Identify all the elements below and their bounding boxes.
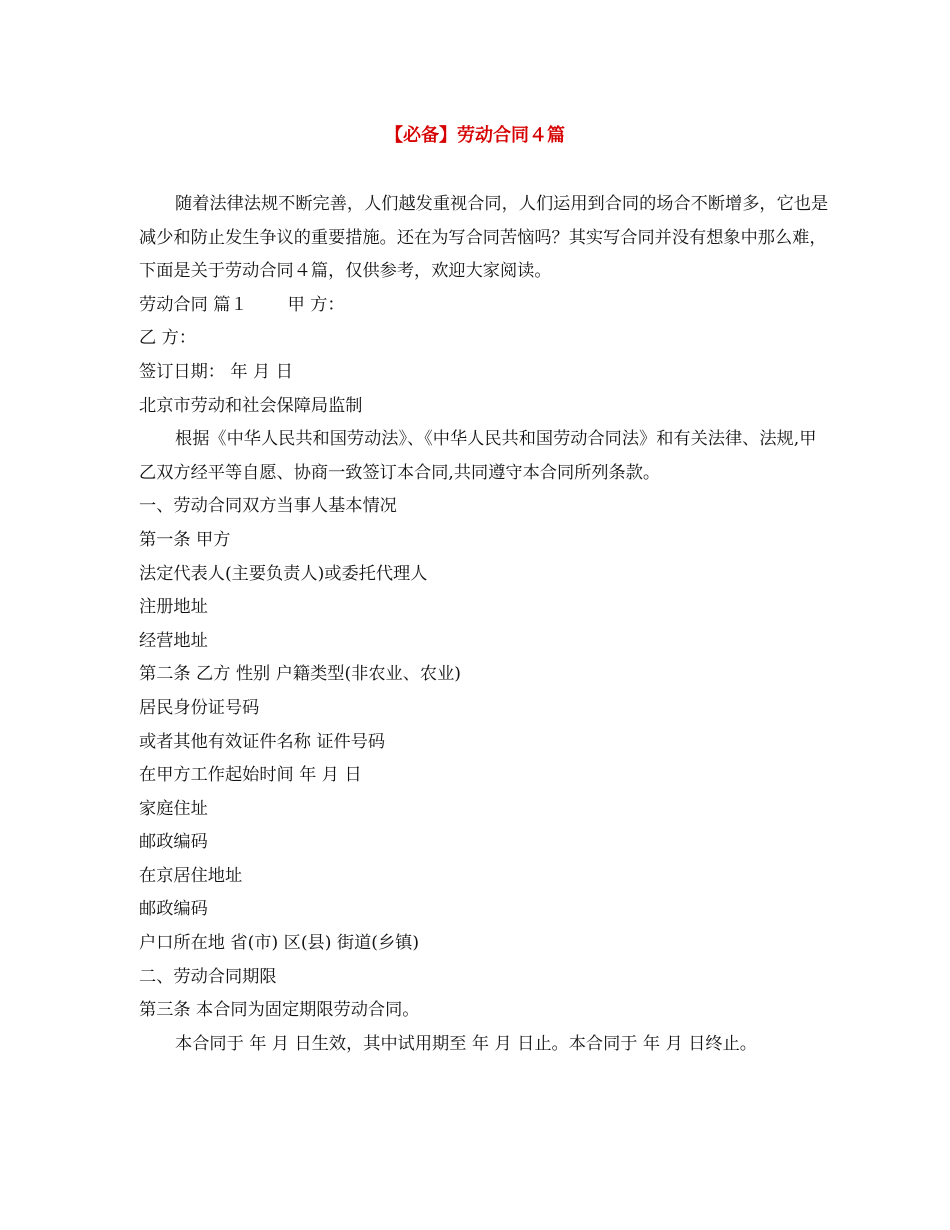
section-heading: 劳动合同 篇１	[139, 294, 248, 315]
clause-line: 居民身份证号码	[139, 697, 260, 718]
clause-line: 第一条 甲方	[139, 529, 231, 550]
clause-line: 注册地址	[139, 597, 208, 618]
document-title: 【必备】劳动合同４篇	[385, 125, 565, 146]
clause-line: 邮政编码	[139, 899, 208, 920]
term-paragraph: 本合同于 年 月 日生效，其中试用期至 年 月 日止。本合同于 年 月 日终止。	[175, 1033, 757, 1054]
document-body	[139, 188, 829, 1061]
clause-line: 户口所在地 省(市) 区(县) 街道(乡镇)	[139, 933, 420, 954]
intro-paragraph: 随着法律法规不断完善，人们越发重视合同，人们运用到合同的场合不断增多，它也是减少和防止发生争议的重要措施。还在为写合同苦恼吗？其实写合同并没有想象中那么难，下面是关于劳动合同４篇，仅供参考，欢迎大家阅读。	[139, 194, 829, 282]
clause-line: 二、劳动合同期限	[139, 966, 277, 987]
clause-line: 第三条 本合同为固定期限劳动合同。	[139, 1000, 420, 1021]
clause-line: 家庭住址	[139, 798, 208, 819]
section-heading-line	[139, 289, 829, 323]
sign-date: 签订日期： 年 月 日	[139, 361, 293, 382]
clause-line: 邮政编码	[139, 832, 208, 853]
clause-line: 第二条 乙方 性别 户籍类型(非农业、农业)	[139, 664, 461, 685]
clause-line: 在京居住地址	[139, 865, 243, 886]
clause-line: 或者其他有效证件名称 证件号码	[139, 731, 386, 752]
basis-paragraph: 根据《中华人民共和国劳动法》、《中华人民共和国劳动合同法》和有关法律、法规,甲乙双方经平等自愿、协商一致签订本合同,共同遵守本合同所列条款。	[139, 429, 817, 483]
clause-line: 法定代表人(主要负责人)或委托代理人	[139, 563, 428, 584]
party-b-label: 乙 方：	[139, 328, 197, 349]
party-a-label: 甲 方：	[287, 294, 345, 315]
clause-line: 经营地址	[139, 630, 208, 651]
clause-line: 在甲方工作起始时间 年 月 日	[139, 765, 362, 786]
supervisor-line: 北京市劳动和社会保障局监制	[139, 395, 363, 416]
clause-line: 一、劳动合同双方当事人基本情况	[139, 496, 397, 517]
